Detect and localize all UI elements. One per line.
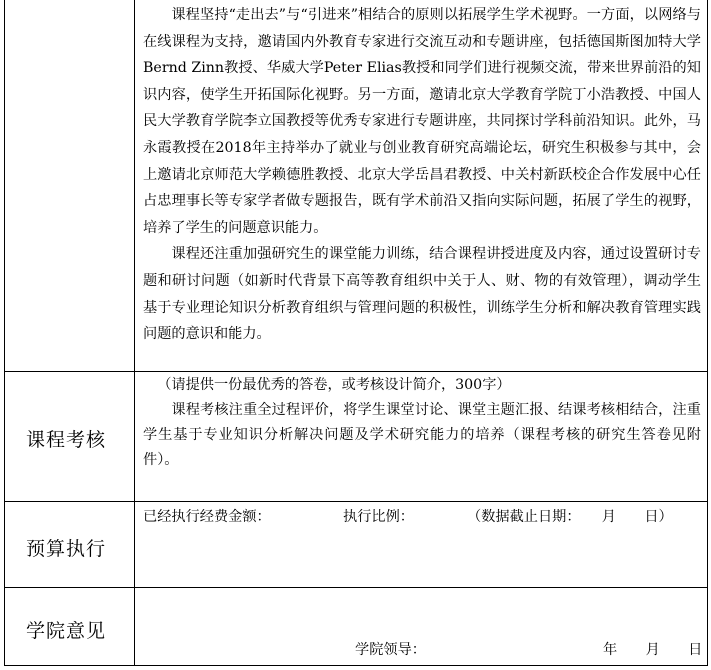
column-divider [134,0,135,666]
table-border-bottom [4,665,708,666]
content-cell [143,2,701,348]
assessment-cell [143,373,701,473]
assessment-note: （请提供一份最优秀的答卷，或考核设计简介，300字） [157,377,511,393]
content-paragraph-2: 课程还注重加强研究生的课堂能力训练，结合课程讲授进度及内容，通过设置研讨专题和研讨问题（如新时代背景下高等教育组织中关于人、财、物的有效管理），调动学生基于专业理论知识分析教育组织与管理问题的积极性，训练学生分析和解决教育管理实践问题的意识和能力。 [143,246,701,343]
row-divider-1 [4,371,708,372]
assessment-label: 课程考核 [26,429,107,451]
table-border-left [4,0,5,666]
budget-label: 预算执行 [26,538,107,560]
budget-cutoff-date: （数据截止日期： 月 日） [467,509,673,525]
form-table [4,0,708,666]
row-divider-3 [4,587,708,588]
row-divider-2 [4,501,708,502]
content-paragraph-1: 课程坚持“走出去”与“引进来”相结合的原则以拓展学生学术视野。一方面，以网络与在线课程为支持，邀请国内外教育专家进行交流互动和专题讲座，包括德国斯图加特大学Bernd Zinn教授、华威大学Peter Elias教授和同学们进行视频交流，带来世界前沿的知识内容，使学生开拓国际化视野。另一方面，邀请北京大学教育学院丁小浩教授、中国人民大学教育学院李立国教授等优秀专家进行专题讲座，共同探讨学科前沿知识。此外，马永霞教授在2018年主持举办了就业与创业教育研究高端论坛，研究生积极参与其中，会上邀请北京师范大学赖德胜教授、北京大学岳昌君教授、中关村新跃校企合作发展中心任占忠理事长等专家学者做专题报告，既有学术前沿又指向实际问题，拓展了学生的视野，培养了学生的问题意识能力。 [143,7,701,236]
college-opinion-label: 学院意见 [26,620,107,642]
budget-ratio: 执行比例： [343,509,414,525]
table-border-right [707,0,708,666]
budget-executed-amount: 已经执行经费金额： [143,509,271,525]
college-leader-signature: 学院领导： [355,642,426,658]
college-opinion-date: 年 月 日 [603,642,703,658]
assessment-text: 课程考核注重全过程评价，将学生课堂讨论、课堂主题汇报、结课考核相结合，注重学生基于专业知识分析解决问题及学术研究能力的培养（课程考核的研究生答卷见附件）。 [143,402,701,468]
